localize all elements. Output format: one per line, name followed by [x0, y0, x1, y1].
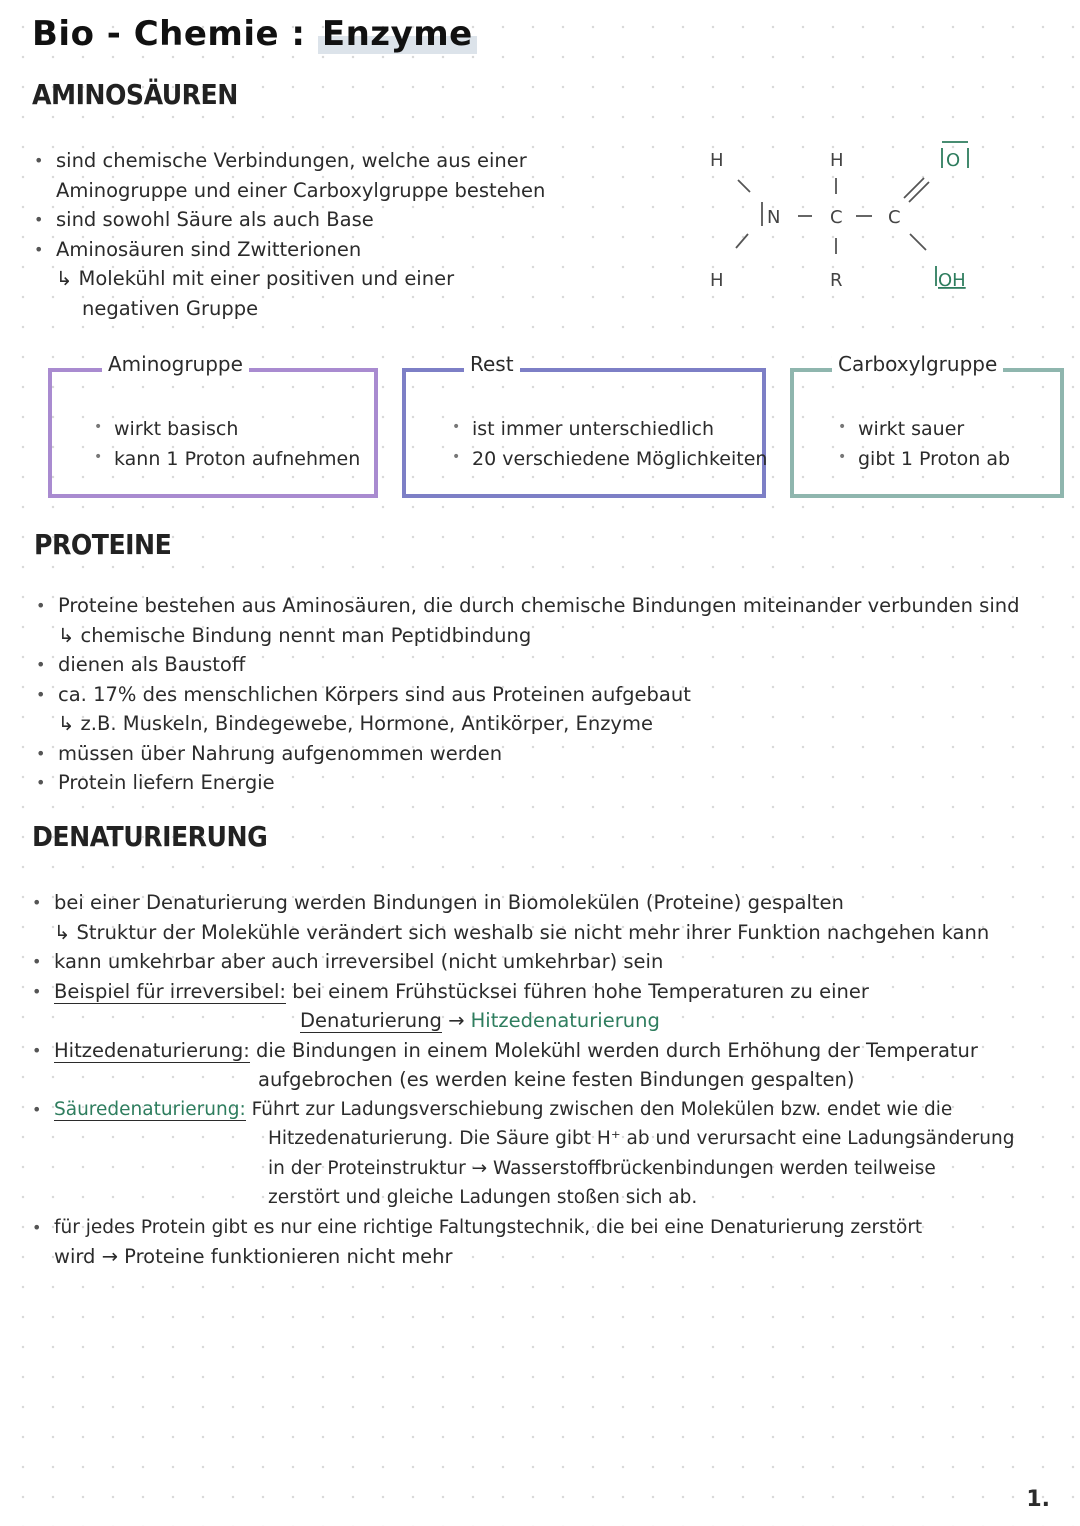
- saeure-line-1: Führt zur Ladungsverschiebung zwischen den Molekülen bzw. endet wie die: [251, 1098, 953, 1120]
- list-item: [54, 1095, 1015, 1125]
- mol-oh: OH: [938, 270, 966, 291]
- heading-aminosaeuren: AMINOSÄUREN: [32, 78, 238, 111]
- heading-proteine: PROTEINE: [34, 528, 172, 561]
- list-item: • sind chemische Verbindungen, welche aus einer: [56, 146, 545, 176]
- list-item: • sind sowohl Säure als auch Base: [56, 205, 545, 235]
- beispiel-text: bei einem Frühstücksei führen hohe Temperaturen zu einer: [292, 979, 869, 1003]
- list-item: ↳ Struktur der Molekühle verändert sich weshalb sie nicht mehr ihrer Funktion nachgehen kann: [54, 920, 990, 944]
- list-item: • wirkt basisch: [114, 414, 360, 444]
- saeure-label: Säuredenaturierung:: [54, 1098, 246, 1120]
- mol-h2: H: [710, 270, 724, 291]
- list-item: • dienen als Baustoff: [58, 650, 1020, 680]
- list-item: Hitzedenaturierung. Die Säure gibt H⁺ ab und verursacht eine Ladungsänderung: [268, 1128, 1015, 1149]
- mol-c1: C: [830, 207, 843, 228]
- list-item: [54, 977, 1015, 1007]
- list-item: • müssen über Nahrung aufgenommen werden: [58, 739, 1020, 769]
- list-item: wird → Proteine funktionieren nicht mehr: [54, 1245, 453, 1268]
- beispiel-text-2: Denaturierung: [300, 1009, 442, 1032]
- page-title-left: Bio - Chemie :: [32, 14, 306, 54]
- mol-n: N: [767, 207, 781, 228]
- hitze-text: die Bindungen in einem Molekühl werden durch Erhöhung der Temperatur: [255, 1038, 978, 1062]
- list-item: negativen Gruppe: [82, 296, 259, 320]
- list-item: • wirkt sauer: [858, 414, 1010, 444]
- box-rest-title: Rest: [464, 352, 520, 376]
- box-carboxylgruppe: [790, 352, 1064, 498]
- list-item: • gibt 1 Proton ab: [858, 444, 1010, 474]
- page-title-right: Enzyme: [318, 14, 477, 54]
- list-item: aufgebrochen (es werden keine festen Bindungen gespalten): [258, 1068, 855, 1091]
- hitze-label: Hitzedenaturierung:: [54, 1038, 250, 1062]
- mol-c2: C: [888, 207, 901, 228]
- list-item: ↳ z.B. Muskeln, Bindegewebe, Hormone, Antikörper, Enzyme: [58, 712, 653, 735]
- box-carboxylgruppe-title: Carboxylgruppe: [832, 352, 1003, 376]
- list-item: zerstört und gleiche Ladungen stoßen sich ab.: [268, 1187, 698, 1208]
- mol-r: R: [830, 270, 843, 291]
- list-item: • kann umkehrbar aber auch irreversibel (nicht umkehrbar) sein: [54, 947, 1015, 977]
- list-item: • für jedes Protein gibt es nur eine richtige Faltungstechnik, die bei eine Denaturierung zerstört: [54, 1213, 1015, 1243]
- list-item: • Proteine bestehen aus Aminosäuren, die durch chemische Bindungen miteinander verbunden sind: [58, 591, 1020, 621]
- list-item: [54, 1006, 1015, 1036]
- list-item: in der Proteinstruktur → Wasserstoffbrückenbindungen werden teilweise: [268, 1157, 936, 1179]
- amino-acid-structure: [690, 130, 990, 300]
- arrow-icon: →: [448, 1009, 465, 1032]
- beispiel-label: Beispiel für irreversibel:: [54, 979, 286, 1003]
- list-item: ↳ Molekühl mit einer positiven und einer: [56, 267, 455, 290]
- heading-denaturierung: DENATURIERUNG: [32, 820, 268, 853]
- list-item: • kann 1 Proton aufnehmen: [114, 444, 360, 474]
- mol-o-top: O: [946, 150, 961, 171]
- aminosaeuren-list: [56, 146, 545, 323]
- proteine-list: [58, 591, 1020, 798]
- mol-h1: H: [710, 150, 724, 171]
- list-item: ↳ chemische Bindung nennt man Peptidbindung: [58, 623, 532, 647]
- page-title: [32, 14, 477, 54]
- list-item: • ist immer unterschiedlich: [472, 414, 767, 444]
- list-item: • Aminosäuren sind Zwitterionen: [56, 235, 545, 265]
- list-item: • ca. 17% des menschlichen Körpers sind aus Proteinen aufgebaut: [58, 680, 1020, 710]
- list-item: Aminogruppe und einer Carboxylgruppe bestehen: [56, 178, 546, 202]
- page-number: 1.: [1026, 1487, 1050, 1512]
- denaturierung-list: [54, 888, 1015, 1272]
- mol-h-top: H: [830, 150, 844, 171]
- list-item: • Protein liefern Energie: [58, 768, 1020, 798]
- list-item: • 20 verschiedene Möglichkeiten: [472, 444, 767, 474]
- beispiel-result: Hitzedenaturierung: [470, 1009, 660, 1032]
- box-aminogruppe-title: Aminogruppe: [102, 352, 249, 376]
- box-aminogruppe: [48, 352, 378, 498]
- box-rest: [402, 352, 768, 498]
- list-item: • bei einer Denaturierung werden Bindungen in Biomolekülen (Proteine) gespalten: [54, 888, 1015, 918]
- list-item: [54, 1036, 1015, 1066]
